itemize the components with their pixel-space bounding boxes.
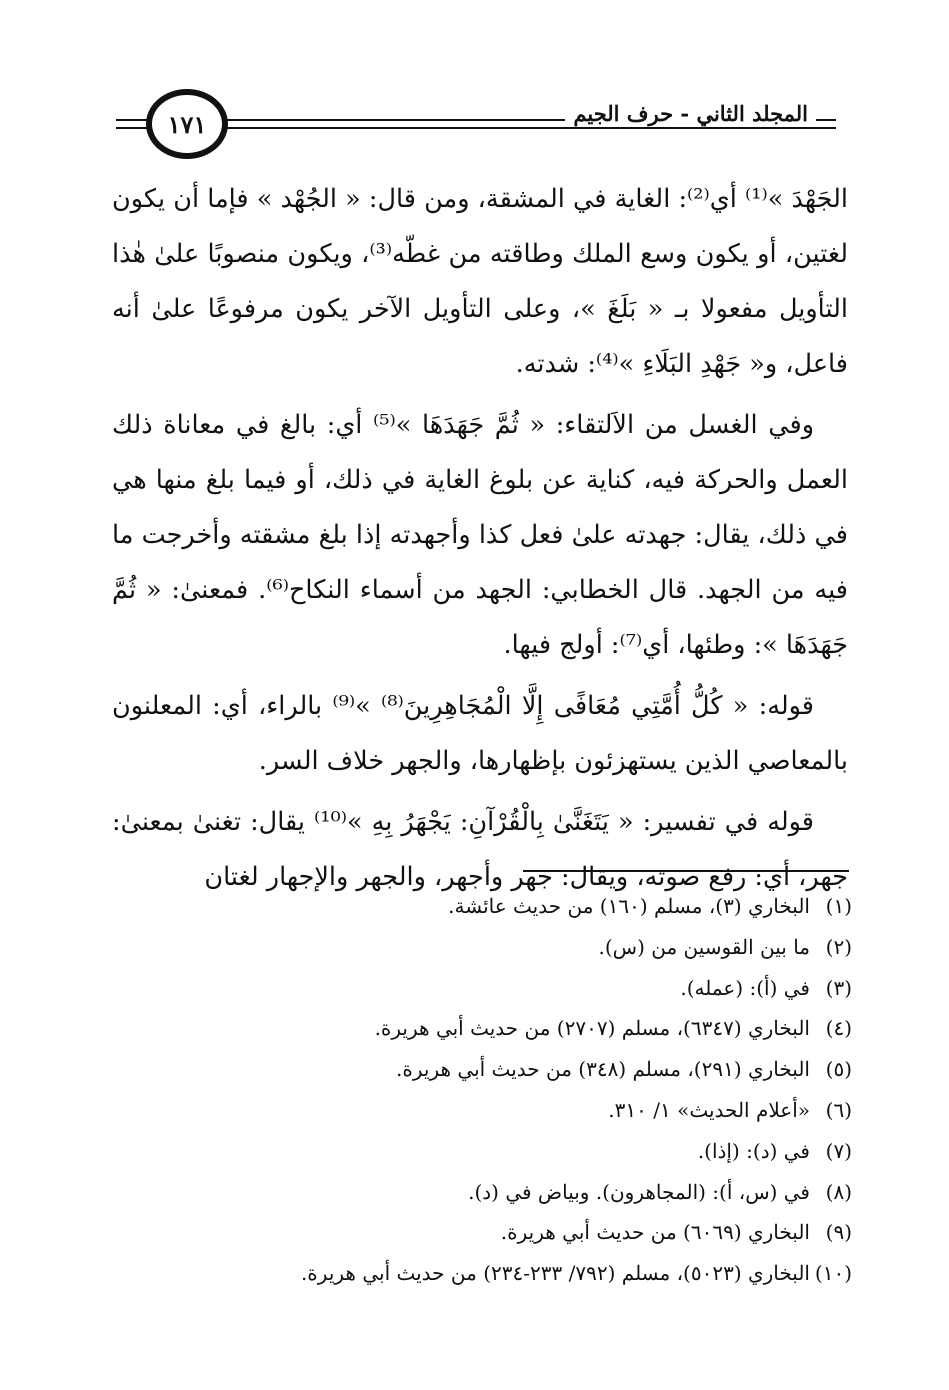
footnote: (٤)البخاري (٦٣٤٧)، مسلم (٢٧٠٧) من حديث أبي هريرة. [374, 1016, 852, 1041]
paragraph-3: قوله: « كُلُّ أُمَّتِي مُعَافًى إِلَّا الْمُجَاهِرِينَ⁽⁸⁾ »⁽⁹⁾ بالراء، أي: المعلنون بالمعاصي الذين يستهزئون بإظهارها، والجهر خلاف السر. [112, 691, 848, 776]
paragraph-2: وفي الغسل من الاَلتقاء: « ثُمَّ جَهَدَهَا »⁽⁵⁾ أي: بالغ في معاناة ذلك العمل والحركة فيه، كناية عن بلوغ الغاية في ذلك، أو فيما بلغ منها هي في ذلك، يقال: جهدته علىٰ فعل كذا وأجهدته إذا بلغ مشقته وأخرجت ما فيه من الجهد. قال الخطابي: الجهد من أسماء النكاح⁽⁶⁾. فمعنىٰ: « ثُمَّ جَهَدَهَا »: وطئها، أي⁽⁷⁾: أولج فيها. [112, 410, 848, 660]
footnote: (٩)البخاري (٦٠٦٩) من حديث أبي هريرة. [500, 1220, 852, 1245]
footnote: (٥)البخاري (٢٩١)، مسلم (٣٤٨) من حديث أبي هريرة. [396, 1057, 852, 1082]
footnote: (١)البخاري (٣)، مسلم (١٦٠) من حديث عائشة. [448, 894, 852, 918]
footnote: (٣)في (أ): (عمله). [680, 975, 852, 1000]
page-number: ١٧١ [146, 89, 228, 159]
footnote: (٧)في (د): (إذا). [697, 1138, 852, 1163]
footnote: (٦)«أعلام الحديث» ١/ ٣١٠. [608, 1097, 852, 1122]
footnote: (٢)ما بين القوسين من (س). [598, 934, 852, 959]
main-text [112, 172, 848, 911]
paragraph-1: الجَهْدَ »⁽¹⁾ أي⁽²⁾: الغاية في المشقة، ومن قال: « الجُهْد » فإما أن يكون لغتين، أو يكون وسع الملك وطاقته من غطّه⁽³⁾، ويكون منصوبًا علىٰ هٰذا التأويل مفعولا بـ « بَلَغَ »، وعلى التأويل الآخر يكون مرفوعًا علىٰ أنه فاعل، و« جَهْدِ البَلَاءِ »⁽⁴⁾: شدته. [112, 184, 848, 379]
page-header [116, 85, 836, 165]
footnote: (٨)في (س، أ): (المجاهرون). وبياض في (د). [468, 1179, 852, 1204]
footnotes [112, 886, 852, 1294]
running-title: المجلد الثاني - حرف الجيم [565, 101, 816, 126]
footnote-divider [523, 870, 849, 872]
footnote: (١٠)البخاري (٥٠٢٣)، مسلم (٧٩٢/ ٢٣٣-٢٣٤) من حديث أبي هريرة. [300, 1261, 852, 1286]
paragraph-4: قوله في تفسير: « يَتَغَنَّىٰ بِالْقُرْآنِ: يَجْهَرُ بِهِ »⁽¹⁰⁾ يقال: تغنىٰ بمعنىٰ: جهر، أي: رفع صوته، ويقال: جهر وأجهر، والجهر والإجهار لغتان [112, 807, 848, 892]
